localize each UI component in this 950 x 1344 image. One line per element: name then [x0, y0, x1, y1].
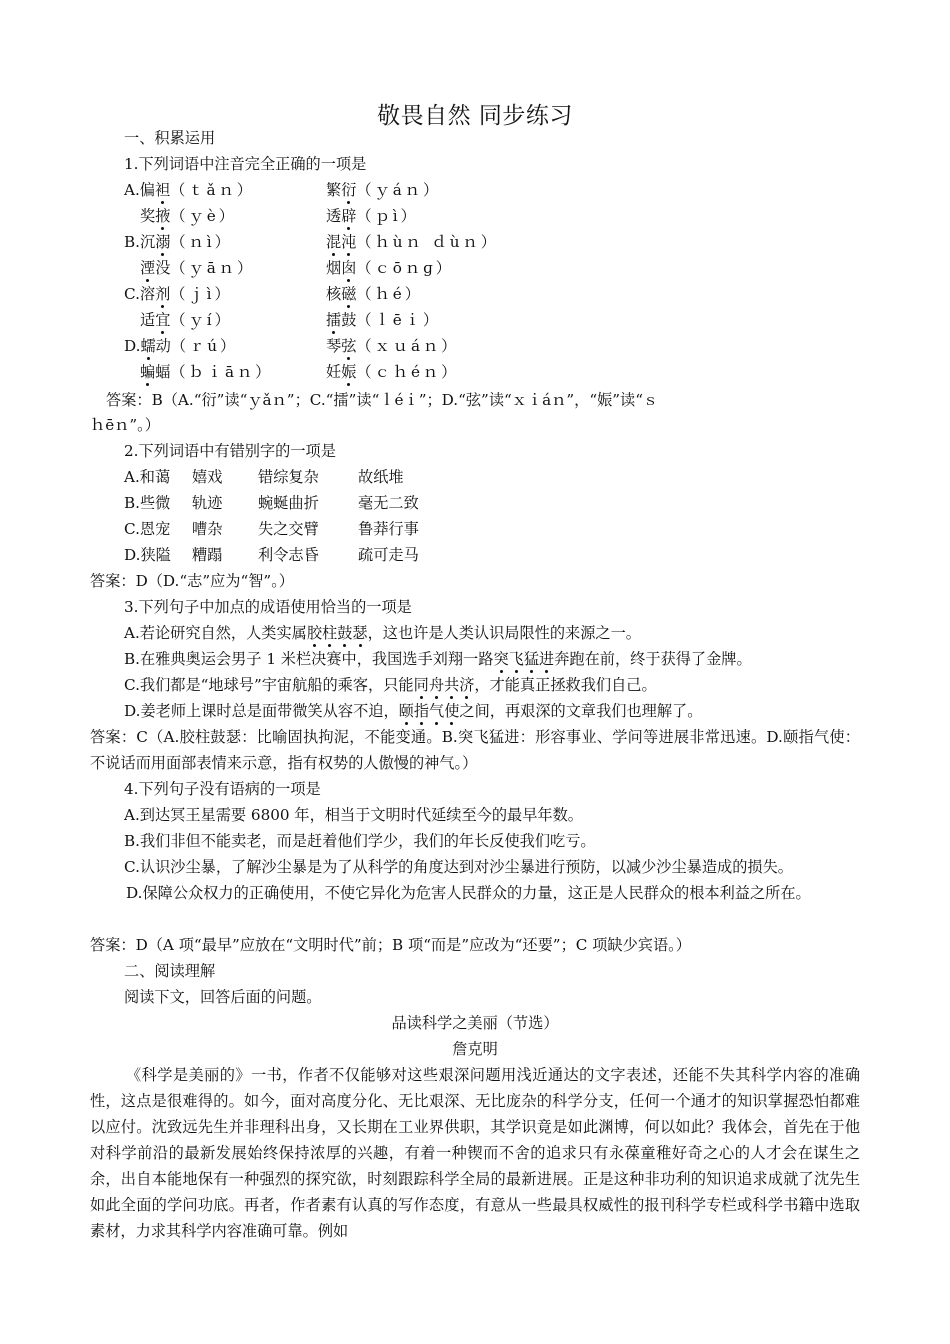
question-1-answer-line2: ｈēｎ”。） — [90, 416, 160, 434]
dotted-idiom — [399, 702, 460, 720]
word-part: 动 — [155, 337, 171, 355]
question-4-stem: 4.下列句子没有语病的一项是 — [124, 780, 321, 798]
word-part: 偏 — [139, 181, 155, 199]
q2-word: 嬉戏 — [192, 468, 223, 486]
emphasis-char: 掖 — [155, 207, 171, 225]
emphasis-char: 磁 — [341, 285, 357, 303]
emphasis-char: 混 — [326, 233, 342, 251]
word-part: 繁 — [326, 181, 342, 199]
question-1-answer-line1: 答案：B（A.“衍”读“ｙǎｎ”；C.“擂”读“ｌéｉ”；D.“弦”读“ｘｉáｎ”，“娠”读“ｓ — [106, 391, 659, 409]
option-letter: D. — [124, 337, 141, 355]
q1-option-left — [140, 310, 233, 330]
pinyin: （ｌēｉ） — [356, 311, 442, 329]
emphasis-char: 宜 — [155, 311, 171, 329]
option-text: 奔跑在前，终于获得了金牌。 — [554, 650, 752, 668]
q2-word: 蜿蜒曲折 — [258, 494, 319, 512]
word-part: 沉 — [140, 233, 156, 251]
word-part: 蝠 — [155, 363, 171, 381]
pinyin: （ｙáｎ） — [356, 181, 442, 199]
question-3-option-b — [124, 649, 752, 669]
emphasis-char: 共 — [444, 676, 460, 694]
word-part: 溶 — [139, 285, 156, 303]
question-1-stem: 1.下列词语中注音完全正确的一项是 — [124, 155, 367, 173]
emphasis-char: 蝙 — [140, 363, 156, 381]
question-4-option-a: A.到达冥王星需要 6800 年，相当于文明时代延续至今的最早年数。 — [124, 806, 583, 824]
word-part: 透 — [326, 207, 342, 225]
emphasis-char: 溺 — [155, 233, 171, 251]
emphasis-char: 娠 — [341, 363, 357, 381]
option-letter: B. — [124, 233, 140, 251]
emphasis-char: 剂 — [155, 285, 171, 303]
pinyin: （ｙí） — [170, 311, 233, 329]
question-4-option-c: C.认识沙尘暴，了解沙尘暴是为了从科学的角度达到对沙尘暴进行预防，以减少沙尘暴造成的损失。 — [124, 858, 793, 876]
emphasis-char: 辟 — [341, 207, 357, 225]
q2-word: 嘈杂 — [192, 520, 223, 538]
emphasis-char: 飞 — [508, 650, 524, 668]
emphasis-char: 擂 — [326, 311, 342, 329]
option-text: ，才能真正拯救我们自己。 — [474, 676, 657, 694]
word-part: 烟 — [326, 259, 342, 277]
option-text: C.我们都是“地球号”宇宙航船的乘客，只能 — [124, 676, 414, 694]
q2-word: 轨迹 — [192, 494, 223, 512]
document-title: 敬畏自然 同步练习 — [377, 103, 573, 129]
q2-word: 错综复杂 — [258, 468, 319, 486]
pinyin: （ｘｕáｎ） — [356, 337, 460, 355]
emphasis-char: 同 — [413, 676, 429, 694]
option-letter: C. — [124, 285, 140, 303]
q2-word: D.狭隘 — [124, 546, 171, 564]
pinyin: （ｎì） — [170, 233, 233, 251]
emphasis-char: 济 — [459, 676, 475, 694]
q1-option-left — [140, 258, 255, 278]
option-text: D.姜老师上课时总是面带微笑从容不迫， — [124, 702, 399, 720]
word-part: 适 — [140, 311, 156, 329]
pinyin: （ｂｉāｎ） — [170, 363, 274, 381]
q1-option-right — [326, 310, 441, 330]
emphasis-char: 弦 — [341, 337, 357, 355]
question-3-option-c — [124, 675, 657, 695]
q2-word: 利令志昏 — [258, 546, 319, 564]
question-3-stem: 3.下列句子中加点的成语使用恰当的一项是 — [124, 598, 412, 616]
q1-option-left — [124, 180, 255, 200]
word-part: 没 — [155, 259, 171, 277]
q1-option-left — [140, 206, 237, 226]
q2-word: 鲁莽行事 — [358, 520, 419, 538]
question-3-option-a — [124, 623, 641, 643]
emphasis-char: 使 — [444, 702, 460, 720]
q2-word: 失之交臂 — [258, 520, 319, 538]
emphasis-char: 柱 — [322, 624, 338, 642]
emphasis-char: 蠕 — [140, 337, 156, 355]
q1-option-left — [124, 336, 238, 356]
question-4-answer: 答案：D（A 项“最早”应放在“文明时代”前；B 项“而是”应改为“还要”；C 项缺少宾语。） — [90, 936, 691, 954]
q1-option-left — [124, 284, 233, 304]
option-letter: A. — [124, 181, 140, 199]
q1-option-right — [326, 258, 454, 278]
option-text: B.在雅典奥运会男子 1 米栏决赛中，我国选手刘翔一路 — [124, 650, 494, 668]
emphasis-char: 指 — [413, 702, 430, 720]
section-heading-2: 二、阅读理解 — [124, 962, 216, 980]
pinyin: （ｒú） — [170, 337, 239, 355]
emphasis-char: 舟 — [428, 676, 444, 694]
article-title: 品读科学之美丽（节选） — [391, 1014, 559, 1032]
section-heading-1: 一、积累运用 — [124, 129, 216, 147]
word-part: 鼓 — [341, 311, 357, 329]
emphasis-char: 鼓 — [337, 624, 353, 642]
dotted-idiom — [493, 650, 554, 668]
emphasis-char: 囱 — [341, 259, 357, 277]
emphasis-char: 突 — [493, 650, 509, 668]
question-3-answer: 答案：C（A.胶柱鼓瑟：比喻固执拘泥，不能变通。B.突飞猛进：形容事业、学问等进展非常迅速。D.颐指气使：不说话而用面部表情来示意，指有权势的人傲慢的神气。） — [90, 728, 860, 772]
option-text: ，这也许是人类认识局限性的来源之一。 — [367, 624, 641, 642]
word-part: 妊 — [326, 363, 342, 381]
emphasis-char: 沌 — [341, 233, 357, 251]
q1-option-right — [326, 180, 441, 200]
article-author: 詹克明 — [452, 1040, 498, 1058]
question-4-option-d: D.保障公众权力的正确使用，不使它异化为危害人民群众的力量，这正是人民群众的根本利益之所在。 — [126, 884, 811, 902]
pinyin: （ｙāｎ） — [170, 259, 256, 277]
q2-word: 糟蹋 — [192, 546, 223, 564]
q1-option-right — [326, 232, 499, 252]
question-2-answer: 答案：D（D.“志”应为“智”。） — [90, 572, 294, 590]
dotted-idiom — [307, 624, 368, 642]
q1-option-left — [140, 362, 273, 382]
q2-word: C.恩宠 — [124, 520, 171, 538]
word-part: 核 — [326, 285, 342, 303]
question-4-option-b: B.我们非但不能卖老，而是赶着他们学少，我们的年长反使我们吃亏。 — [124, 832, 596, 850]
pinyin: （ｃｈéｎ） — [356, 363, 460, 381]
q1-option-right — [326, 284, 423, 304]
emphasis-char: 进 — [539, 650, 555, 668]
dotted-idiom — [414, 676, 475, 694]
q2-word: 故纸堆 — [358, 468, 404, 486]
emphasis-char: 胶 — [306, 624, 323, 642]
emphasis-char: 气 — [429, 702, 445, 720]
pinyin: （ｊì） — [170, 285, 233, 303]
q2-word: 毫无二致 — [358, 494, 419, 512]
q1-option-right — [326, 362, 459, 382]
q1-option-right — [326, 336, 459, 356]
pinyin: （ｔǎｎ） — [170, 181, 255, 199]
reading-intro: 阅读下文，回答后面的问题。 — [124, 988, 322, 1006]
q2-word: A.和蔼 — [124, 468, 171, 486]
word-part: 奖 — [140, 207, 156, 225]
pinyin: （ｙè） — [170, 207, 237, 225]
q1-option-left — [124, 232, 233, 252]
pinyin: （ｈùｎ ｄùｎ） — [356, 233, 499, 251]
emphasis-char: 颐 — [398, 702, 414, 720]
pinyin: （ｐì） — [356, 207, 419, 225]
emphasis-char: 湮 — [140, 259, 156, 277]
emphasis-char: 袒 — [154, 181, 171, 199]
question-2-stem: 2.下列词语中有错别字的一项是 — [124, 442, 336, 460]
q1-option-right — [326, 206, 419, 226]
emphasis-char: 衍 — [341, 181, 357, 199]
q2-word: B.些微 — [124, 494, 171, 512]
emphasis-char: 猛 — [523, 650, 539, 668]
option-text: 之间，再艰深的文章我们也理解了。 — [459, 702, 703, 720]
q2-word: 疏可走马 — [358, 546, 419, 564]
option-text: A.若论研究自然，人类实属 — [124, 624, 307, 642]
pinyin: （ｈé） — [356, 285, 423, 303]
article-body: 《科学是美丽的》一书，作者不仅能够对这些艰深问题用浅近通达的文字表述，还能不失其科学内容的准确性，这点是很难得的。如今，面对高度分化、无比艰深、无比庞杂的科学分支，任何一个通才的知识掌握恐怕都难以应付。沈致远先生并非理科出身，又长期在工业界供职，其学识竟是如此渊博，何以如此？我体会，首先在于他对科学前沿的最新发展始终保持浓厚的兴趣，有着一种锲而不舍的追求只有永葆童稚好奇之心的人才会在谋生之余，出自本能地保有一种强烈的探究欲，时刻跟踪科学全局的最新进展。正是这种非功利的知识追求成就了沈先生如此全面的学问功底。再者，作者素有认真的写作态度，有意从一些最具权威性的报刊科学专栏或科学书籍中选取素材，力求其科学内容准确可靠。例如 — [90, 1066, 860, 1240]
emphasis-char: 瑟 — [352, 624, 368, 642]
word-part: 琴 — [326, 337, 342, 355]
question-3-option-d — [124, 701, 702, 721]
pinyin: （ｃōｎɡ） — [356, 259, 454, 277]
